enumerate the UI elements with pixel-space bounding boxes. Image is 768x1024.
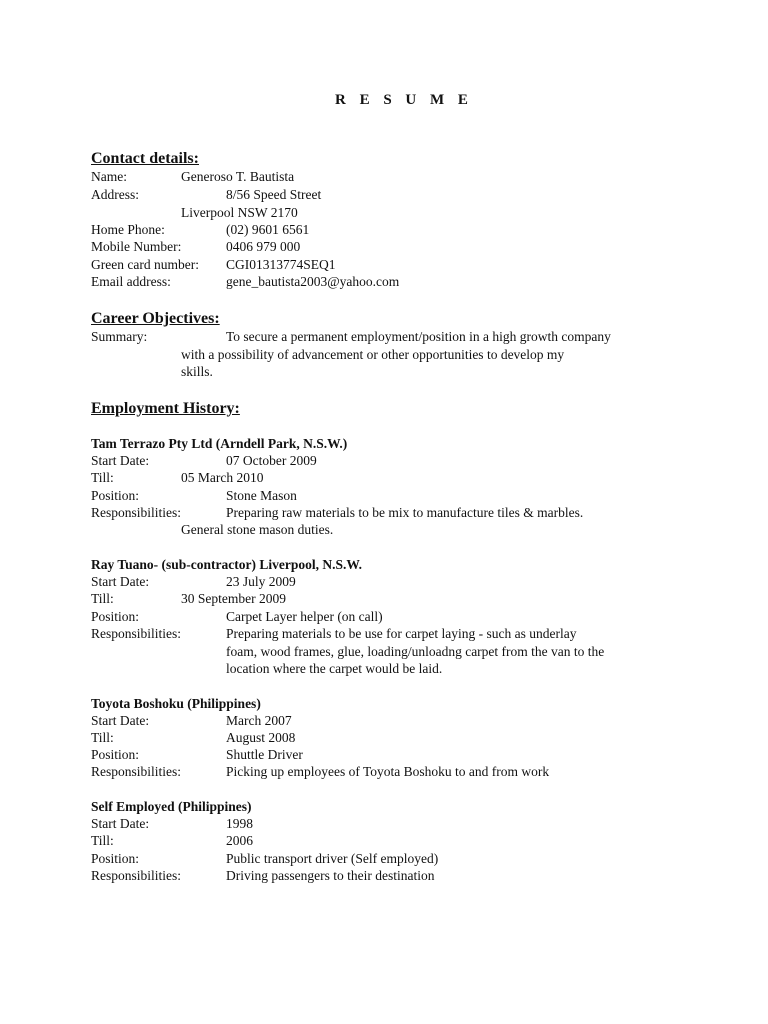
job-position-label: Position: bbox=[91, 851, 140, 866]
job-responsibilities-line2: General stone mason duties. bbox=[181, 522, 334, 537]
job-till-label: Till: bbox=[91, 591, 114, 606]
job-responsibilities-line1: Preparing raw materials to be mix to manufacture tiles & marbles. bbox=[226, 505, 584, 520]
job-position-value: Shuttle Driver bbox=[226, 747, 303, 762]
job-till-label: Till: bbox=[91, 470, 114, 485]
job-start-value: March 2007 bbox=[226, 713, 292, 728]
summary-line3: skills. bbox=[181, 364, 213, 379]
career-heading: Career Objectives: bbox=[91, 310, 220, 327]
address-label: Address: bbox=[91, 187, 139, 202]
home-phone-value: (02) 9601 6561 bbox=[226, 222, 310, 237]
job-responsibilities-label: Responsibilities: bbox=[91, 868, 182, 883]
address-line1: 8/56 Speed Street bbox=[226, 187, 322, 202]
name-label: Name: bbox=[91, 169, 127, 184]
job-position-value: Carpet Layer helper (on call) bbox=[226, 609, 383, 624]
job-responsibilities-line1: Driving passengers to their destination bbox=[226, 868, 435, 883]
mobile-value: 0406 979 000 bbox=[226, 239, 301, 254]
job-till-value: 2006 bbox=[226, 833, 253, 848]
job-till-value: 05 March 2010 bbox=[181, 470, 264, 485]
job-position-label: Position: bbox=[91, 609, 140, 624]
job-responsibilities-line1: Picking up employees of Toyota Boshoku to and from work bbox=[226, 764, 550, 779]
resume-title: R E S U M E bbox=[335, 92, 473, 108]
job-responsibilities-label: Responsibilities: bbox=[91, 505, 182, 520]
job-start-label: Start Date: bbox=[91, 574, 150, 589]
mobile-label: Mobile Number: bbox=[91, 239, 182, 254]
email-value: gene_bautista2003@yahoo.com bbox=[226, 274, 400, 289]
job-start-label: Start Date: bbox=[91, 713, 150, 728]
job-till-value: August 2008 bbox=[226, 730, 296, 745]
job-company: Ray Tuano- (sub-contractor) Liverpool, N.S.W. bbox=[91, 557, 363, 572]
employment-heading: Employment History: bbox=[91, 400, 240, 417]
summary-line2: with a possibility of advancement or other opportunities to develop my bbox=[181, 347, 565, 362]
job-responsibilities-line1: Preparing materials to be use for carpet laying - such as underlay bbox=[226, 626, 577, 641]
green-card-value: CGI01313774SEQ1 bbox=[226, 257, 336, 272]
job-start-value: 23 July 2009 bbox=[226, 574, 296, 589]
job-responsibilities-line2: foam, wood frames, glue, loading/unloadng carpet from the van to the bbox=[226, 644, 605, 659]
home-phone-label: Home Phone: bbox=[91, 222, 165, 237]
job-company: Self Employed (Philippines) bbox=[91, 799, 252, 814]
job-position-value: Stone Mason bbox=[226, 488, 297, 503]
job-till-value: 30 September 2009 bbox=[181, 591, 286, 606]
job-position-label: Position: bbox=[91, 747, 140, 762]
green-card-label: Green card number: bbox=[91, 257, 199, 272]
job-company: Tam Terrazo Pty Ltd (Arndell Park, N.S.W.) bbox=[91, 436, 348, 451]
job-start-label: Start Date: bbox=[91, 816, 150, 831]
job-position-label: Position: bbox=[91, 488, 140, 503]
contact-heading: Contact details: bbox=[91, 150, 199, 167]
job-responsibilities-label: Responsibilities: bbox=[91, 764, 182, 779]
job-till-label: Till: bbox=[91, 730, 114, 745]
job-start-value: 1998 bbox=[226, 816, 253, 831]
job-position-value: Public transport driver (Self employed) bbox=[226, 851, 439, 866]
job-company: Toyota Boshoku (Philippines) bbox=[91, 696, 261, 711]
address-line2: Liverpool NSW 2170 bbox=[181, 205, 298, 220]
name-value: Generoso T. Bautista bbox=[181, 169, 295, 184]
job-start-value: 07 October 2009 bbox=[226, 453, 317, 468]
job-till-label: Till: bbox=[91, 833, 114, 848]
email-label: Email address: bbox=[91, 274, 171, 289]
job-responsibilities-line3: location where the carpet would be laid. bbox=[226, 661, 443, 676]
job-responsibilities-label: Responsibilities: bbox=[91, 626, 182, 641]
summary-label: Summary: bbox=[91, 329, 148, 344]
summary-line1: To secure a permanent employment/position in a high growth company bbox=[226, 329, 611, 344]
job-start-label: Start Date: bbox=[91, 453, 150, 468]
